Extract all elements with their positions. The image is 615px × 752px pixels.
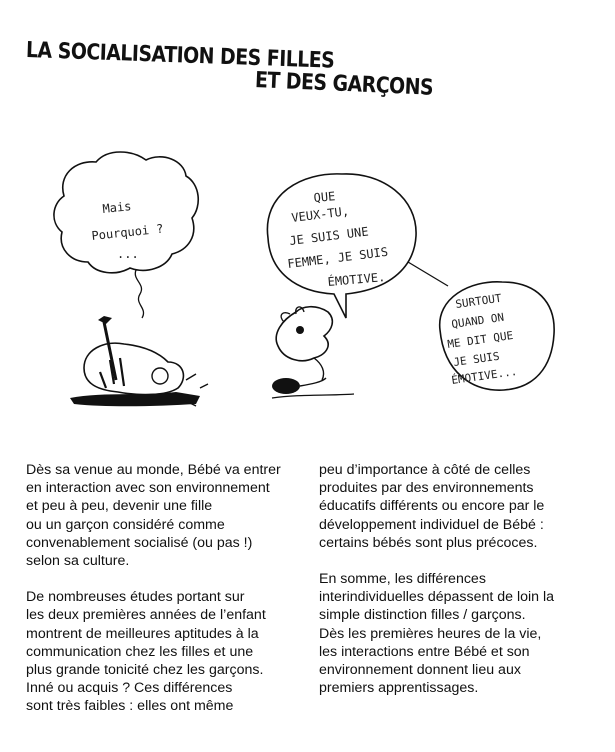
baby-figure <box>70 316 208 406</box>
woman-bubble-text-4: FEMME, JE SUIS <box>286 244 389 271</box>
baby-bubble-text-2: Pourquoi ? <box>90 221 165 243</box>
cartoon-illustration <box>0 150 615 420</box>
woman-bubble-text-1: QUE <box>313 189 336 205</box>
paragraph-right-2: En somme, les différences interindividuelles dépassent de loin la simple distinction filles / garçons. Dès les premières heures de la vie, les interactions entre Bébé et son environnement donnent lieu aux premiers apprentissages. <box>319 571 555 697</box>
woman-bubble-text-3: JE SUIS UNE <box>288 224 370 248</box>
second-bubble-text-4: JE SUIS <box>452 349 501 369</box>
second-bubble-text-1: SURTOUT <box>454 291 503 311</box>
woman-bubble-text-2: VEUX-TU, <box>290 204 350 225</box>
paragraph-left-1: Dès sa venue au monde, Bébé va entrer en interaction avec son environnement et peu à peu, devenir une fille ou un garçon considéré comme convenablement socialisé (ou pas !) selon sa culture. <box>26 462 281 570</box>
second-bubble-text-3: ME DIT QUE <box>446 328 515 351</box>
second-bubble-text-2: QUAND ON <box>450 310 505 331</box>
baby-bubble-text-3: ... <box>117 247 139 261</box>
paragraph-right-1: peu d’importance à côté de celles produites par des environnements éducatifs différents ou encore par le développement individuel de Bébé : certains bébés sont plus précoces. <box>319 462 545 551</box>
body-column-left <box>26 461 311 716</box>
paragraph-left-2: De nombreuses études portant sur les deux premières années de l’enfant montrent de meilleures aptitudes à la communication chez les filles et une plus grande tonicité chez les garçons. Inné ou acquis ? Ces différences sont très faibles : elles ont même <box>26 589 266 715</box>
baby-bubble-text-1: Mais <box>101 199 133 216</box>
page-title-line-2: ET DES GARÇONS <box>254 68 434 101</box>
body-column-right <box>319 461 604 697</box>
page-title-line-1: LA SOCIALISATION DES FILLES <box>25 38 335 74</box>
second-bubble-text-5: ÉMOTIVE... <box>450 364 519 387</box>
woman-figure <box>272 307 354 398</box>
woman-bubble-text-5: ÉMOTIVE. <box>327 270 386 289</box>
